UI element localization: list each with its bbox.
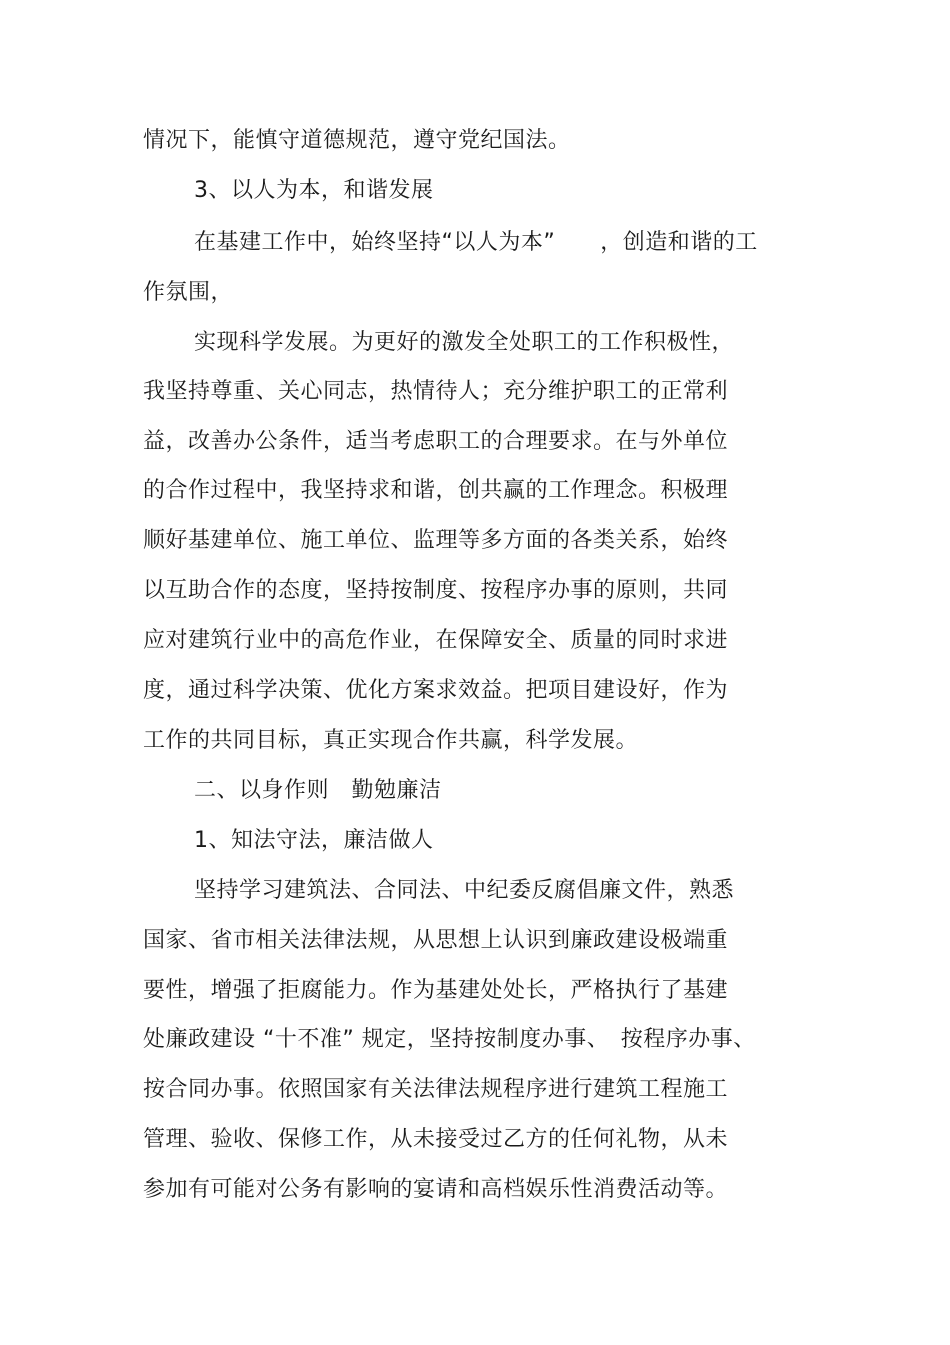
text-line: 管理、验收、保修工作，从未接受过乙方的任何礼物，从未 [143, 1127, 729, 1152]
text-line: 顺好基建单位、施工单位、监理等多方面的各类关系，始终 [143, 528, 729, 553]
text-line: 益，改善办公条件，适当考虑职工的合理要求。在与外单位 [143, 429, 729, 454]
text-line: 我坚持尊重、关心同志，热情待人；充分维护职工的正常利 [143, 379, 729, 404]
text-line: 工作的共同目标，真正实现合作共赢，科学发展。 [143, 728, 639, 753]
text-line: 度，通过科学决策、优化方案求效益。把项目建设好，作为 [143, 678, 729, 703]
section-heading: 3、以人为本，和谐发展 [194, 178, 434, 203]
text-line: 按合同办事。依照国家有关法律法规程序进行建筑工程施工 [143, 1077, 729, 1102]
text-line: 坚持学习建筑法、合同法、中纪委反腐倡廉文件，熟悉 [194, 878, 735, 903]
text-line: 以互助合作的态度，坚持按制度、按程序办事的原则，共同 [143, 578, 729, 603]
text-line: 情况下，能慎守道德规范，遵守党纪国法。 [143, 128, 571, 153]
text-line: 的合作过程中，我坚持求和谐，创共赢的工作理念。积极理 [143, 478, 729, 503]
text-line: 国家、省市相关法律法规，从思想上认识到廉政建设极端重 [143, 928, 729, 953]
text-line: 参加有可能对公务有影响的宴请和高档娱乐性消费活动等。 [143, 1177, 729, 1202]
text-line: 实现科学发展。为更好的激发全处职工的工作积极性， [194, 330, 735, 355]
text-line: 应对建筑行业中的高危作业，在保障安全、质量的同时求进 [143, 628, 729, 653]
text-line: 在基建工作中，始终坚持“以人为本” ，创造和谐的工 [194, 230, 758, 255]
text-line: 处廉政建设 “十不准” 规定，坚持按制度办事、 按程序办事、 [143, 1027, 756, 1052]
text-line: 要性，增强了拒腐能力。作为基建处处长，严格执行了基建 [143, 978, 729, 1003]
text-line: 作氛围， [143, 280, 234, 305]
section-heading: 二、以身作则 勤勉廉洁 [194, 778, 442, 803]
section-heading: 1、知法守法，廉洁做人 [194, 828, 434, 853]
